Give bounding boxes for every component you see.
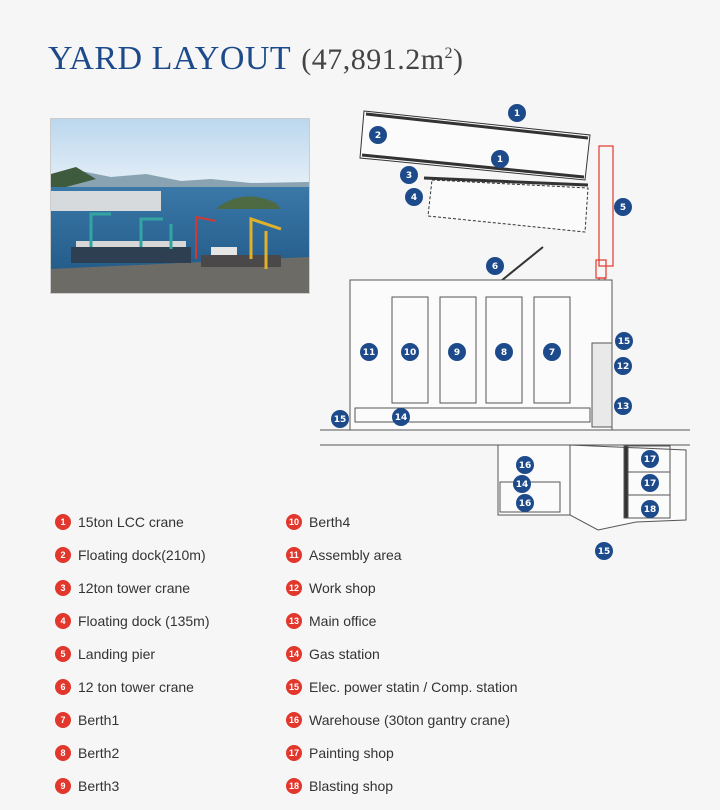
marker-15-left [331, 410, 349, 428]
marker-17-top [641, 450, 659, 468]
marker-7 [543, 343, 561, 361]
marker-2 [369, 126, 387, 144]
legend-number-badge: 6 [55, 679, 71, 695]
legend-number-badge: 16 [286, 712, 302, 728]
svg-text:9: 9 [453, 348, 461, 358]
marker-13 [614, 397, 632, 415]
legend-label: Elec. power statin / Comp. station [309, 678, 518, 695]
legend-label: Berth2 [78, 744, 120, 761]
svg-text:15: 15 [597, 547, 611, 557]
marker-16-top [516, 456, 534, 474]
legend-label: Gas station [309, 645, 380, 662]
svg-text:10: 10 [403, 348, 417, 358]
marker-15-workshop [615, 332, 633, 350]
legend-number-badge: 7 [55, 712, 71, 728]
svg-text:18: 18 [643, 505, 657, 515]
yard-plan [320, 95, 720, 570]
legend-item [55, 637, 210, 670]
svg-text:15: 15 [617, 337, 631, 347]
legend-label: 12 ton tower crane [78, 678, 194, 695]
svg-text:14: 14 [394, 413, 408, 423]
legend-item [55, 571, 210, 604]
legend-number-badge: 10 [286, 514, 302, 530]
legend-item [55, 670, 210, 703]
svg-text:6: 6 [491, 262, 499, 272]
legend-number-badge: 9 [55, 778, 71, 794]
shipyard-photo [50, 118, 310, 294]
svg-text:15: 15 [333, 415, 347, 425]
legend-item [286, 538, 518, 571]
legend-number-badge: 3 [55, 580, 71, 596]
legend-item [55, 538, 210, 571]
main-yard [320, 280, 690, 445]
legend-item [286, 670, 518, 703]
svg-text:5: 5 [619, 203, 627, 213]
legend-number-badge: 12 [286, 580, 302, 596]
legend-item [286, 637, 518, 670]
marker-15-bottom [595, 542, 613, 560]
svg-text:7: 7 [548, 348, 556, 358]
svg-text:17: 17 [643, 455, 657, 465]
legend-number-badge: 13 [286, 613, 302, 629]
legend-item [286, 505, 518, 538]
legend-item [286, 571, 518, 604]
legend-item [55, 703, 210, 736]
svg-text:1: 1 [513, 109, 521, 119]
landing-pier [596, 146, 613, 284]
marker-1-mid [491, 150, 509, 168]
marker-8 [495, 343, 513, 361]
svg-text:14: 14 [515, 480, 529, 490]
legend-number-badge: 18 [286, 778, 302, 794]
svg-text:3: 3 [405, 171, 413, 181]
svg-text:12: 12 [616, 362, 630, 372]
legend-left [55, 505, 210, 802]
legend-number-badge: 5 [55, 646, 71, 662]
marker-3 [400, 166, 418, 184]
title-main: YARD LAYOUT [48, 40, 292, 77]
legend-item [55, 505, 210, 538]
marker-16-bottom [516, 494, 534, 512]
marker-12 [614, 357, 632, 375]
legend-label: Berth1 [78, 711, 120, 728]
legend-label: 12ton tower crane [78, 579, 191, 596]
area-superscript: 2 [444, 45, 454, 62]
legend-label: Floating dock(210m) [78, 546, 206, 563]
legend-label: Landing pier [78, 645, 156, 662]
floating-dock-210m [360, 111, 590, 180]
marker-18 [641, 500, 659, 518]
svg-text:1: 1 [496, 155, 504, 165]
legend-number-badge: 15 [286, 679, 302, 695]
marker-9 [448, 343, 466, 361]
legend-label: Berth3 [78, 777, 120, 794]
legend-label: Berth4 [309, 513, 351, 530]
legend-label: Main office [309, 612, 377, 629]
legend-number-badge: 1 [55, 514, 71, 530]
legend-item [286, 604, 518, 637]
legend-label: Warehouse (30ton gantry crane) [309, 711, 511, 728]
marker-17-bottom [641, 474, 659, 492]
legend-label: Floating dock (135m) [78, 612, 210, 629]
marker-14-lower [513, 475, 531, 493]
legend-item [55, 769, 210, 802]
legend-item [286, 736, 518, 769]
svg-text:16: 16 [518, 461, 532, 471]
legend-number-badge: 4 [55, 613, 71, 629]
floating-dock-135m [424, 178, 588, 232]
legend-item [55, 736, 210, 769]
marker-6 [486, 257, 504, 275]
legend-item [55, 604, 210, 637]
page-title [48, 40, 464, 78]
legend-number-badge: 17 [286, 745, 302, 761]
legend-label: Work shop [309, 579, 376, 596]
legend-label: 15ton LCC crane [78, 513, 184, 530]
svg-text:11: 11 [362, 348, 376, 358]
legend-number-badge: 14 [286, 646, 302, 662]
legend-right [286, 505, 518, 802]
svg-text:16: 16 [518, 499, 532, 509]
legend-number-badge: 11 [286, 547, 302, 563]
area-suffix: ) [453, 43, 464, 76]
marker-10 [401, 343, 419, 361]
svg-text:17: 17 [643, 479, 657, 489]
legend-item [286, 769, 518, 802]
legend-item [286, 703, 518, 736]
marker-11 [360, 343, 378, 361]
marker-1-top [508, 104, 526, 122]
legend-label: Assembly area [309, 546, 402, 563]
marker-5 [614, 198, 632, 216]
svg-text:2: 2 [374, 131, 382, 141]
legend-number-badge: 8 [55, 745, 71, 761]
marker-14-yard [392, 408, 410, 426]
svg-text:4: 4 [410, 193, 418, 203]
svg-text:8: 8 [500, 348, 508, 358]
title-area [301, 43, 463, 76]
marker-4 [405, 188, 423, 206]
legend-label: Blasting shop [309, 777, 394, 794]
legend-label: Painting shop [309, 744, 394, 761]
legend-number-badge: 2 [55, 547, 71, 563]
area-prefix: (47,891.2m [301, 43, 445, 76]
svg-text:13: 13 [616, 402, 630, 412]
